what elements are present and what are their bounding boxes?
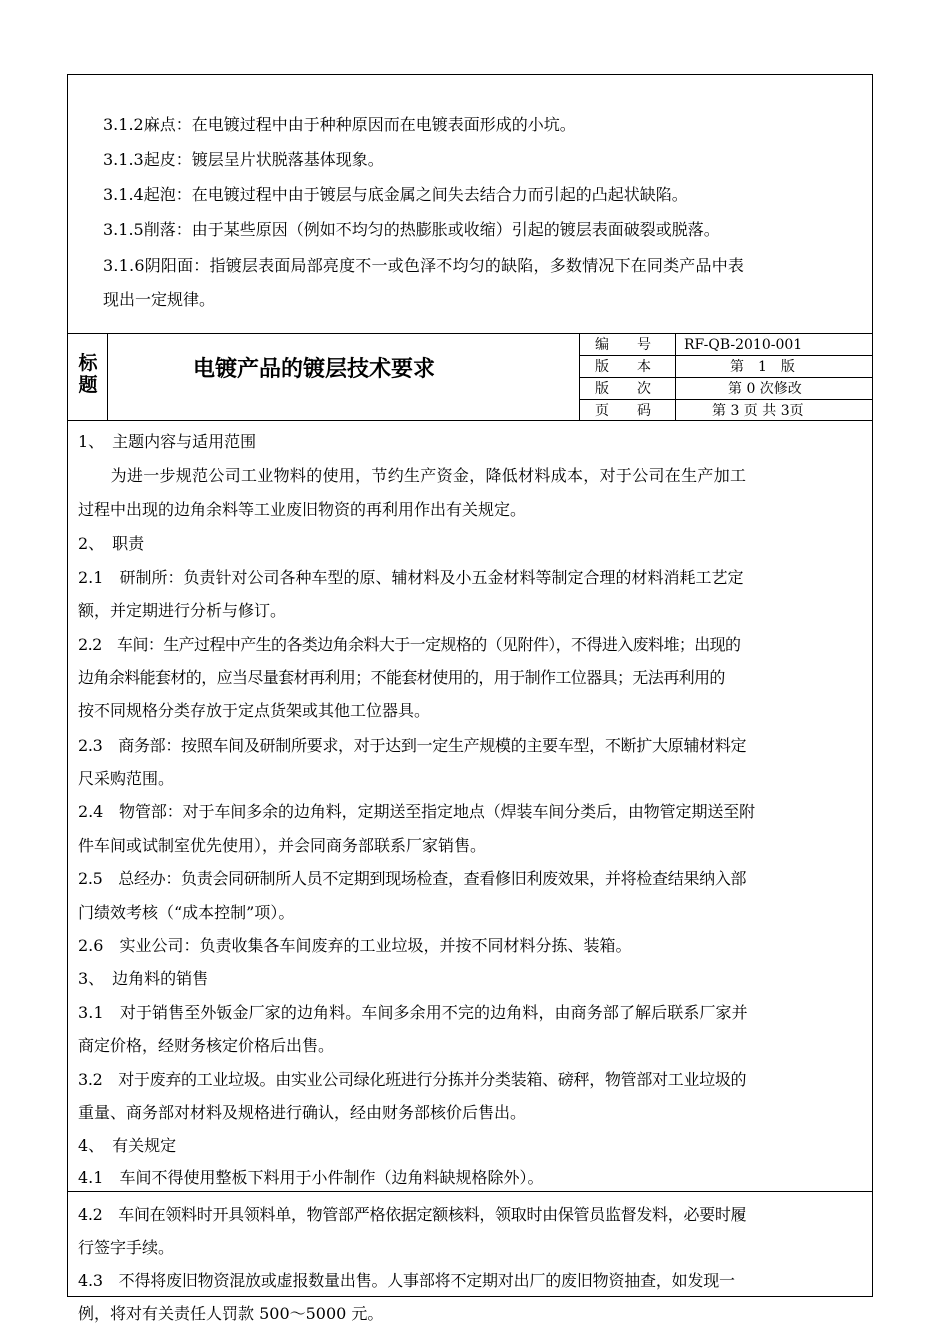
paragraph-line: 例，将对有关责任人罚款 500～5000 元。	[78, 1304, 384, 1323]
paragraph-line: 4.1 车间不得使用整板下料用于小件制作（边角料缺规格除外）。	[78, 1168, 544, 1187]
paragraph-line: 2.2 车间：生产过程中产生的各类边角余料大于一定规格的（见附件），不得进入废料堆；出现的	[78, 635, 741, 654]
header-divider-label	[107, 333, 108, 421]
defect-item-pitting: 3.1.2麻点：在电镀过程中由于种种原因而在电镀表面形成的小坑。	[103, 115, 576, 134]
section-heading-3: 3、 边角料的销售	[78, 969, 209, 988]
defect-item-flaking: 3.1.5削落：由于某些原因（例如不均匀的热膨胀或收缩）引起的镀层表面破裂或脱落。	[103, 220, 720, 239]
paragraph-line: 3.2 对于废弃的工业垃圾。由实业公司绿化班进行分拣并分类装箱、磅秤，物管部对工业垃圾的	[78, 1070, 747, 1089]
defect-item-uneven-cont: 现出一定规律。	[103, 290, 216, 309]
paragraph-line: 2.3 商务部：按照车间及研制所要求，对于达到一定生产规模的主要车型，不断扩大原辅材料定	[78, 736, 747, 755]
section-heading-1: 1、 主题内容与适用范围	[78, 432, 257, 451]
paragraph-line: 商定价格，经财务核定价格后出售。	[78, 1036, 335, 1055]
paragraph-line: 重量、商务部对材料及规格进行确认，经由财务部核价后售出。	[78, 1103, 527, 1122]
header-row-line-2	[579, 377, 873, 378]
section-heading-4: 4、 有关规定	[78, 1136, 177, 1155]
meta-label-version: 版 本	[595, 359, 651, 375]
paragraph-line: 边角余料能套材的，应当尽量套材再利用；不能套材使用的，用于制作工位器具；无法再利用的	[78, 668, 725, 687]
paragraph-line: 2.6 实业公司：负责收集各车间废弃的工业垃圾，并按不同材料分拣、装箱。	[78, 936, 632, 955]
paragraph-line: 2.4 物管部：对于车间多余的边角料，定期送至指定地点（焊装车间分类后，由物管定期送至附	[78, 802, 756, 821]
meta-label-revision: 版 次	[595, 381, 651, 397]
meta-value-version: 第 1 版	[730, 359, 795, 375]
paragraph-line: 行签字手续。	[78, 1238, 175, 1257]
paragraph-line: 尺采购范围。	[78, 769, 175, 788]
header-row-line-3	[579, 399, 873, 400]
meta-label-number: 编 号	[595, 337, 651, 353]
paragraph-line: 过程中出现的边角余料等工业废旧物资的再利用作出有关规定。	[78, 500, 527, 519]
paragraph-line: 4.3 不得将废旧物资混放或虚报数量出售。人事部将不定期对出厂的废旧物资抽查，如发现一	[78, 1271, 735, 1290]
header-label: 标题	[78, 352, 98, 396]
paragraph-line: 2.1 研制所：负责针对公司各种车型的原、辅材料及小五金材料等制定合理的材料消耗工艺定	[78, 568, 744, 587]
paragraph-line: 为进一步规范公司工业物料的使用，节约生产资金，降低材料成本，对于公司在生产加工	[78, 466, 747, 485]
meta-value-number: RF-QB-2010-001	[684, 337, 803, 353]
meta-label-page: 页 码	[595, 403, 651, 419]
defect-item-peeling: 3.1.3起皮：镀层呈片状脱落基体现象。	[103, 150, 384, 169]
paragraph-line: 4.2 车间在领料时开具领料单，物管部严格依据定额核料，领取时由保管员监督发料，必要时履	[78, 1205, 747, 1224]
paragraph-line: 额，并定期进行分析与修订。	[78, 601, 287, 620]
section-heading-2: 2、 职责	[78, 534, 145, 553]
defect-item-uneven: 3.1.6阴阳面：指镀层表面局部亮度不一或色泽不均匀的缺陷，多数情况下在同类产品中表	[103, 256, 745, 275]
defect-item-blister: 3.1.4起泡：在电镀过程中由于镀层与底金属之间失去结合力而引起的凸起状缺陷。	[103, 185, 688, 204]
paragraph-line: 3.1 对于销售至外钣金厂家的边角料。车间多余用不完的边角料，由商务部了解后联系厂家并	[78, 1003, 748, 1022]
header-row-line-1	[579, 355, 873, 356]
paragraph-line: 门绩效考核（“成本控制”项）。	[78, 903, 295, 922]
paragraph-line: 2.5 总经办：负责会同研制所人员不定期到现场检查，查看修旧利废效果，并将检查结果纳入部	[78, 869, 747, 888]
document-title: 电镀产品的镀层技术要求	[193, 356, 436, 382]
paragraph-line: 件车间或试制室优先使用），并会同商务部联系厂家销售。	[78, 836, 487, 855]
paragraph-line: 按不同规格分类存放于定点货架或其他工位器具。	[78, 701, 431, 720]
meta-value-page: 第 3 页 共 3页	[712, 403, 804, 419]
meta-value-revision: 第 0 次修改	[728, 381, 802, 397]
